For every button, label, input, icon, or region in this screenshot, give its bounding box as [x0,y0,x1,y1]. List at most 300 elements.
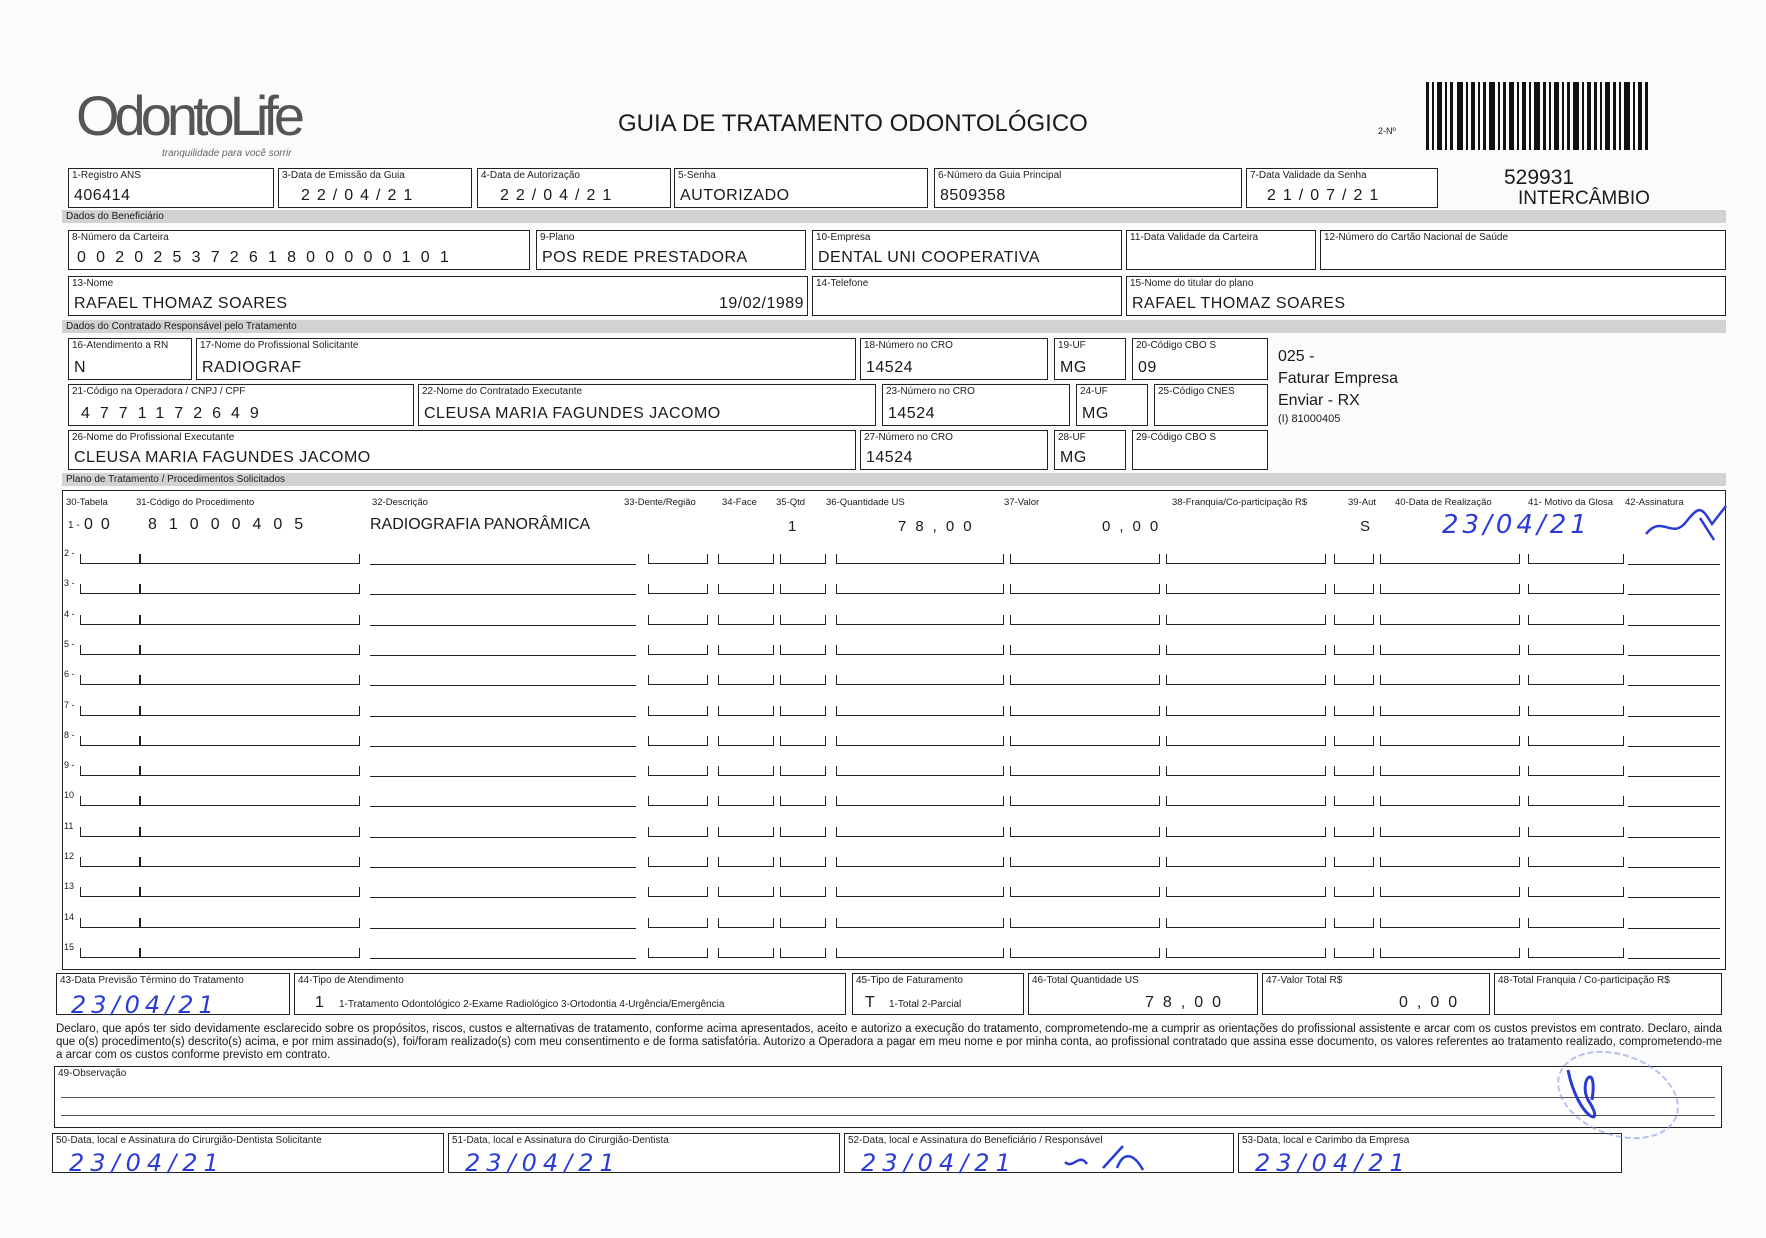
cell-slot[interactable] [140,796,360,806]
cell-slot[interactable] [1528,584,1624,594]
field-codigo-operadora[interactable]: 21-Código na Operadora / CNPJ / CPF 4771172649 [68,384,414,426]
cell-slot[interactable] [780,857,826,867]
side-note [1278,346,1398,426]
cell-slot[interactable] [836,675,1004,685]
cell-slot[interactable] [836,918,1004,928]
cell-slot[interactable] [80,675,140,685]
plano-value: POS REDE PRESTADORA [542,249,748,266]
cell-slot[interactable] [718,645,774,655]
cell-slot[interactable] [1166,645,1326,655]
field-cartao-nacional[interactable]: 12-Número do Cartão Nacional de Saúde [1320,230,1726,270]
cell-slot[interactable] [1166,857,1326,867]
cell-slot[interactable] [648,706,708,716]
signature-line[interactable] [1628,655,1720,656]
field-total-franquia[interactable]: 48-Total Franquia / Co-participação R$ [1494,973,1722,1015]
cell-slot[interactable] [1010,584,1160,594]
cell-slot[interactable] [780,645,826,655]
cell-slot[interactable] [140,918,360,928]
table-row[interactable] [0,542,1766,570]
cell-slot[interactable] [718,857,774,867]
cell-slot[interactable] [1380,554,1520,564]
cell-slot[interactable] [1166,948,1326,958]
description-line[interactable] [370,958,636,959]
col-data-realizacao: 40-Data de Realização [1395,497,1492,508]
cell-slot[interactable] [648,857,708,867]
table-row[interactable] [0,784,1766,812]
cell-slot[interactable] [1334,584,1374,594]
signature-line[interactable] [1628,685,1720,686]
row-number: 15 [64,941,75,952]
row-number: 6 - [64,669,75,680]
cell-slot[interactable] [1010,827,1160,837]
previsao-termino-value: 23/04/21 [71,991,219,1019]
side-note-line2: Faturar Empresa [1278,370,1399,387]
section-plano: Plano de Tratamento / Procedimentos Solicitados [62,473,1726,486]
table-row[interactable] [0,875,1766,903]
field-cnes[interactable]: 25-Código CNES [1154,384,1268,426]
field-data-autorizacao[interactable]: 4-Data de Autorização 22/04/21 [477,168,671,208]
cell-slot[interactable] [140,887,360,897]
row-number: 13 [64,881,75,892]
cell-slot[interactable] [1010,645,1160,655]
cell-slot[interactable] [718,554,774,564]
row-valor: 0,00 [1102,518,1168,535]
cell-slot[interactable] [1380,706,1520,716]
cell-slot[interactable] [1166,796,1326,806]
cell-slot[interactable] [836,857,1004,867]
cell-slot[interactable] [140,766,360,776]
description-line[interactable] [370,928,636,929]
field-cbo-solicitante[interactable]: 20-Código CBO S 09 [1132,338,1268,380]
table-row[interactable] [0,754,1766,782]
cell-slot[interactable] [836,948,1004,958]
field-telefone[interactable]: 14-Telefone [812,276,1122,316]
cell-slot[interactable] [1334,857,1374,867]
col-valor: 37-Valor [1004,497,1040,508]
description-line[interactable] [370,837,636,838]
field-tipo-faturamento[interactable]: 45-Tipo de Faturamento T 1-Total 2-Parcial [852,973,1024,1015]
cell-slot[interactable] [718,584,774,594]
cell-slot[interactable] [1166,675,1326,685]
cell-slot[interactable] [1166,706,1326,716]
cell-slot[interactable] [1166,827,1326,837]
cell-slot[interactable] [1010,887,1160,897]
cell-slot[interactable] [1528,887,1624,897]
signature-line[interactable] [1628,897,1720,898]
cell-slot[interactable] [1010,918,1160,928]
cell-slot[interactable] [80,887,140,897]
signature-line[interactable] [1628,564,1720,565]
field-uf-executante[interactable]: 28-UF MG [1054,430,1126,470]
cell-slot[interactable] [1010,948,1160,958]
row-number: 5 - [64,638,75,649]
cell-slot[interactable] [1334,948,1374,958]
cell-slot[interactable] [780,796,826,806]
col-us: 36-Quantidade US [826,497,905,508]
cell-slot[interactable] [1334,796,1374,806]
cell-slot[interactable] [648,827,708,837]
cell-slot[interactable] [80,584,140,594]
cell-slot[interactable] [1528,706,1624,716]
field-data-emissao[interactable]: 3-Data de Emissão da Guia 22/04/21 [278,168,472,208]
cell-slot[interactable] [1334,766,1374,776]
side-note-line1: 025 - [1278,348,1315,365]
field-cro-contratado[interactable]: 23-Número no CRO 14524 [882,384,1070,426]
field-assinatura-dentista[interactable]: 51-Data, local e Assinatura do Cirurgião-Dentista 23/04/21 [448,1133,840,1173]
table-row[interactable] [0,724,1766,752]
cell-slot[interactable] [718,796,774,806]
cell-slot[interactable] [1380,857,1520,867]
cro-executante-value: 14524 [866,449,913,466]
cell-slot[interactable] [1528,554,1624,564]
col-qtd: 35-Qtd [776,497,806,508]
cell-slot[interactable] [1528,918,1624,928]
cell-slot[interactable] [1010,675,1160,685]
carimbo-empresa-date: 23/04/21 [1255,1149,1411,1177]
cell-slot[interactable] [1380,584,1520,594]
cell-slot[interactable] [1166,584,1326,594]
cell-slot[interactable] [648,615,708,625]
cell-slot[interactable] [140,615,360,625]
guia-principal-value: 8509358 [940,187,1006,204]
cell-slot[interactable] [1380,675,1520,685]
field-total-us[interactable]: 46-Total Quantidade US 78,00 [1028,973,1258,1015]
cell-slot[interactable] [718,706,774,716]
cell-slot[interactable] [1334,554,1374,564]
row-number: 3 - [64,578,75,589]
cell-slot[interactable] [1528,736,1624,746]
cell-slot[interactable] [1334,887,1374,897]
cell-slot[interactable] [1334,918,1374,928]
tipo-atendimento-value: 1 [315,994,325,1011]
numero-carteira-value: 00202537261800000101 [77,249,459,266]
contratado-executante-value: CLEUSA MARIA FAGUNDES JACOMO [424,405,721,422]
cell-slot[interactable] [648,736,708,746]
cbo-solicitante-value: 09 [1138,359,1157,376]
row-us: 78,00 [898,518,981,535]
cell-slot[interactable] [80,554,140,564]
description-line[interactable] [370,685,636,686]
cell-slot[interactable] [1166,918,1326,928]
cell-slot[interactable] [140,857,360,867]
signature-line[interactable] [1628,958,1720,959]
description-line[interactable] [370,746,636,747]
senha-value: AUTORIZADO [680,187,790,204]
cell-slot[interactable] [80,645,140,655]
cell-slot[interactable] [836,554,1004,564]
cell-slot[interactable] [648,887,708,897]
field-observacao[interactable]: 49-Observação [54,1066,1722,1128]
cell-slot[interactable] [718,675,774,685]
cell-slot[interactable] [140,736,360,746]
cell-slot[interactable] [1010,736,1160,746]
row-number: 4 - [64,608,75,619]
page-title: GUIA DE TRATAMENTO ODONTOLÓGICO [618,110,1088,137]
cell-slot[interactable] [80,706,140,716]
signature-line[interactable] [1628,806,1720,807]
table-row[interactable] [0,694,1766,722]
table-row[interactable] [0,936,1766,964]
cell-slot[interactable] [780,736,826,746]
registro-ans-value: 406414 [74,187,131,204]
field-assinatura-beneficiario[interactable]: 52-Data, local e Assinatura do Beneficiário / Responsável 23/04/21 [844,1133,1234,1173]
field-cbo-executante[interactable]: 29-Código CBO S [1132,430,1268,470]
cell-slot[interactable] [1380,645,1520,655]
field-nome[interactable]: 13-Nome RAFAEL THOMAZ SOARES 19/02/1989 [68,276,808,316]
cell-slot[interactable] [1528,857,1624,867]
field-titular[interactable]: 15-Nome do titular do plano RAFAEL THOMAZ SOARES [1126,276,1726,316]
profissional-executante-value: CLEUSA MARIA FAGUNDES JACOMO [74,449,371,466]
cell-slot[interactable] [80,766,140,776]
row-number: 9 - [64,760,75,771]
barcode-icon [1426,82,1650,150]
table-row[interactable] [0,663,1766,691]
table-row[interactable] [0,815,1766,843]
cell-slot[interactable] [1380,827,1520,837]
description-line[interactable] [370,806,636,807]
field-validade-carteira[interactable]: 11-Data Validade da Carteira [1126,230,1316,270]
row-number: 2 - [64,548,75,558]
cell-slot[interactable] [836,827,1004,837]
cell-slot[interactable] [718,918,774,928]
field-registro-ans[interactable]: 1-Registro ANS 406414 [68,168,274,208]
cell-slot[interactable] [1166,554,1326,564]
cell-slot[interactable] [780,584,826,594]
field-numero-carteira[interactable]: 8-Número da Carteira 00202537261800000101 [68,230,530,270]
field-guia-principal[interactable]: 6-Número da Guia Principal 8509358 [934,168,1242,208]
cell-slot[interactable] [1010,615,1160,625]
cell-slot[interactable] [1166,887,1326,897]
signature-line[interactable] [1628,867,1720,868]
cell-slot[interactable] [1528,796,1624,806]
cell-slot[interactable] [80,796,140,806]
signature-line[interactable] [1628,837,1720,838]
cell-slot[interactable] [780,918,826,928]
assinatura-solicitante-date: 23/04/21 [69,1149,225,1177]
cell-slot[interactable] [836,584,1004,594]
cell-slot[interactable] [1010,857,1160,867]
cell-slot[interactable] [718,887,774,897]
cell-slot[interactable] [780,706,826,716]
cell-slot[interactable] [836,887,1004,897]
cell-slot[interactable] [140,584,360,594]
cell-slot[interactable] [80,827,140,837]
cell-slot[interactable] [1010,766,1160,776]
signature-line[interactable] [1628,928,1720,929]
cell-slot[interactable] [1166,736,1326,746]
atendimento-rn-value: N [74,359,87,376]
description-line[interactable] [370,594,636,595]
data-autorizacao-value: 22/04/21 [500,187,619,204]
cell-slot[interactable] [1334,736,1374,746]
stamp-icon [1548,1040,1688,1150]
field-atendimento-rn[interactable]: 16-Atendimento a RN N [68,338,192,380]
cell-slot[interactable] [1380,918,1520,928]
cell-slot[interactable] [80,918,140,928]
cell-slot[interactable] [140,675,360,685]
cell-slot[interactable] [836,766,1004,776]
table-row[interactable] [0,572,1766,600]
cell-slot[interactable] [780,554,826,564]
table-row[interactable] [0,906,1766,934]
cell-slot[interactable] [80,736,140,746]
field-valor-total[interactable]: 47-Valor Total R$ 0,00 [1262,973,1490,1015]
cell-slot[interactable] [1380,736,1520,746]
cell-slot[interactable] [140,948,360,958]
cell-slot[interactable] [1334,645,1374,655]
nome-value: RAFAEL THOMAZ SOARES [74,295,288,312]
description-line[interactable] [370,716,636,717]
cell-slot[interactable] [718,736,774,746]
data-nascimento-value: 19/02/1989 [719,295,805,312]
row-number: 12 [64,851,75,861]
section-beneficiario: Dados do Beneficiário [62,210,1726,223]
cell-slot[interactable] [1010,796,1160,806]
cell-slot[interactable] [1380,948,1520,958]
cell-slot[interactable] [1528,766,1624,776]
cell-slot[interactable] [836,645,1004,655]
row-number: 1 - [68,520,80,531]
cell-slot[interactable] [1334,615,1374,625]
cell-slot[interactable] [1528,645,1624,655]
cell-slot[interactable] [140,706,360,716]
cell-slot[interactable] [718,766,774,776]
signature-line[interactable] [1628,776,1720,777]
table-row[interactable] [0,845,1766,873]
cell-slot[interactable] [648,918,708,928]
cell-slot[interactable] [1528,948,1624,958]
cell-slot[interactable] [1334,706,1374,716]
cell-slot[interactable] [648,645,708,655]
cell-slot[interactable] [718,827,774,837]
uf-executante-value: MG [1060,449,1087,466]
field-uf-contratado[interactable]: 24-UF MG [1076,384,1148,426]
cell-slot[interactable] [718,948,774,958]
signature-line[interactable] [1628,716,1720,717]
cell-slot[interactable] [80,615,140,625]
field-assinatura-solicitante[interactable]: 50-Data, local e Assinatura do Cirurgião-Dentista Solicitante 23/04/21 [52,1133,444,1173]
cell-slot[interactable] [140,827,360,837]
uf-solicitante-value: MG [1060,359,1087,376]
col-codigo: 31-Código do Procedimento [136,497,255,508]
field-empresa[interactable]: 10-Empresa DENTAL UNI COOPERATIVA [812,230,1122,270]
col-aut: 39-Aut [1348,497,1376,508]
description-line[interactable] [370,897,636,898]
table-row[interactable] [0,603,1766,631]
description-line[interactable] [370,564,636,565]
field-cro-executante[interactable]: 27-Número no CRO 14524 [860,430,1048,470]
field-profissional-solicitante[interactable]: 17-Nome do Profissional Solicitante RADIOGRAF [196,338,856,380]
cell-slot[interactable] [1166,615,1326,625]
row-data-realizacao: 23/04/21 [1442,510,1591,540]
validade-senha-value: 21/07/21 [1267,187,1386,204]
cell-slot[interactable] [648,948,708,958]
cell-slot[interactable] [836,796,1004,806]
col-assinatura: 42-Assinatura [1625,497,1684,508]
cell-slot[interactable] [1528,675,1624,685]
cell-slot[interactable] [648,584,708,594]
cell-slot[interactable] [648,796,708,806]
cell-slot[interactable] [1380,615,1520,625]
declaration-text: Declaro, que após ter sido devidamente esclarecido sobre os propósitos, riscos, custos e alternativas de tratamento, conforme acima apresentados, aceito e autorizo a execução do tratamento, comprometendo-me a cumprir as orientações do profissional assistente e arcar com os custos previstos em contrato. Declaro, ainda que o(s) procedimento(s) descrito(s) acima, e por mim assinado(s), foi/foram realizado(s) com meu consentimento e de forma satisfatória. Autorizo a Operadora a pagar em meu nome e por minha conta, ao profissional contratado que assina esse documento, os valores referentes ao tratamento realizado, comprometendo-me a arcar com os custos conforme previsto em contrato. [56,1023,1722,1061]
signature-line[interactable] [1628,594,1720,595]
cell-slot[interactable] [780,766,826,776]
cell-slot[interactable] [1334,675,1374,685]
logo-tagline: tranquilidade para você sorrir [162,148,292,159]
guia-numero-label: 2-Nº [1378,126,1396,136]
signature-line[interactable] [1628,625,1720,626]
cell-slot[interactable] [780,615,826,625]
field-tipo-atendimento[interactable]: 44-Tipo de Atendimento 1 1-Tratamento Odontológico 2-Exame Radiológico 3-Ortodontia 4-Urgência/Emergência [294,973,846,1015]
cell-slot[interactable] [836,736,1004,746]
signature-line[interactable] [1628,746,1720,747]
cell-slot[interactable] [718,615,774,625]
description-line[interactable] [370,776,636,777]
field-uf-solicitante[interactable]: 19-UF MG [1054,338,1126,380]
cell-slot[interactable] [140,645,360,655]
cell-slot[interactable] [780,827,826,837]
section-contratado: Dados do Contratado Responsável pelo Tratamento [62,320,1726,333]
cell-slot[interactable] [780,887,826,897]
field-senha[interactable]: 5-Senha AUTORIZADO [674,168,928,208]
field-cro-solicitante[interactable]: 18-Número no CRO 14524 [860,338,1048,380]
cell-slot[interactable] [1334,827,1374,837]
description-line[interactable] [370,655,636,656]
cell-slot[interactable] [1010,554,1160,564]
row-number: 7 - [64,699,75,710]
col-franquia: 38-Franquia/Co-participação R$ [1172,497,1308,508]
side-note-line3: Enviar - RX [1278,392,1360,409]
cell-slot[interactable] [1380,887,1520,897]
row-descricao: RADIOGRAFIA PANORÂMICA [370,516,591,533]
table-row[interactable] [0,633,1766,661]
cell-slot[interactable] [648,766,708,776]
col-dente: 33-Dente/Região [624,497,696,508]
col-tabela: 30-Tabela [66,497,108,508]
cell-slot[interactable] [836,706,1004,716]
cell-slot[interactable] [1380,766,1520,776]
guia-numero: 529931 [1504,166,1575,189]
uf-contratado-value: MG [1082,405,1109,422]
cell-slot[interactable] [836,615,1004,625]
field-contratado-executante[interactable]: 22-Nome do Contratado Executante CLEUSA MARIA FAGUNDES JACOMO [418,384,876,426]
tipo-faturamento-value: T [865,994,876,1011]
field-plano[interactable]: 9-Plano POS REDE PRESTADORA [536,230,806,270]
cell-slot[interactable] [1528,827,1624,837]
description-line[interactable] [370,625,636,626]
cell-slot[interactable] [1528,615,1624,625]
cell-slot[interactable] [80,948,140,958]
table-row[interactable] [62,512,1726,540]
cell-slot[interactable] [1166,766,1326,776]
cell-slot[interactable] [80,857,140,867]
cell-slot[interactable] [780,675,826,685]
empresa-value: DENTAL UNI COOPERATIVA [818,249,1040,266]
row-number: 8 - [64,729,75,740]
cell-slot[interactable] [1010,706,1160,716]
col-face: 34-Face [722,497,757,508]
field-previsao-termino[interactable]: 43-Data Previsão Término do Tratamento 23/04/21 [56,973,290,1015]
cell-slot[interactable] [140,554,360,564]
field-validade-senha[interactable]: 7-Data Validade da Senha 21/07/21 [1246,168,1438,208]
description-line[interactable] [370,867,636,868]
cell-slot[interactable] [780,948,826,958]
cell-slot[interactable] [648,554,708,564]
field-profissional-executante[interactable]: 26-Nome do Profissional Executante CLEUSA MARIA FAGUNDES JACOMO [68,430,856,470]
field-carimbo-empresa[interactable]: 53-Data, local e Carimbo da Empresa 23/04/21 [1238,1133,1622,1173]
cell-slot[interactable] [648,675,708,685]
cell-slot[interactable] [1380,796,1520,806]
